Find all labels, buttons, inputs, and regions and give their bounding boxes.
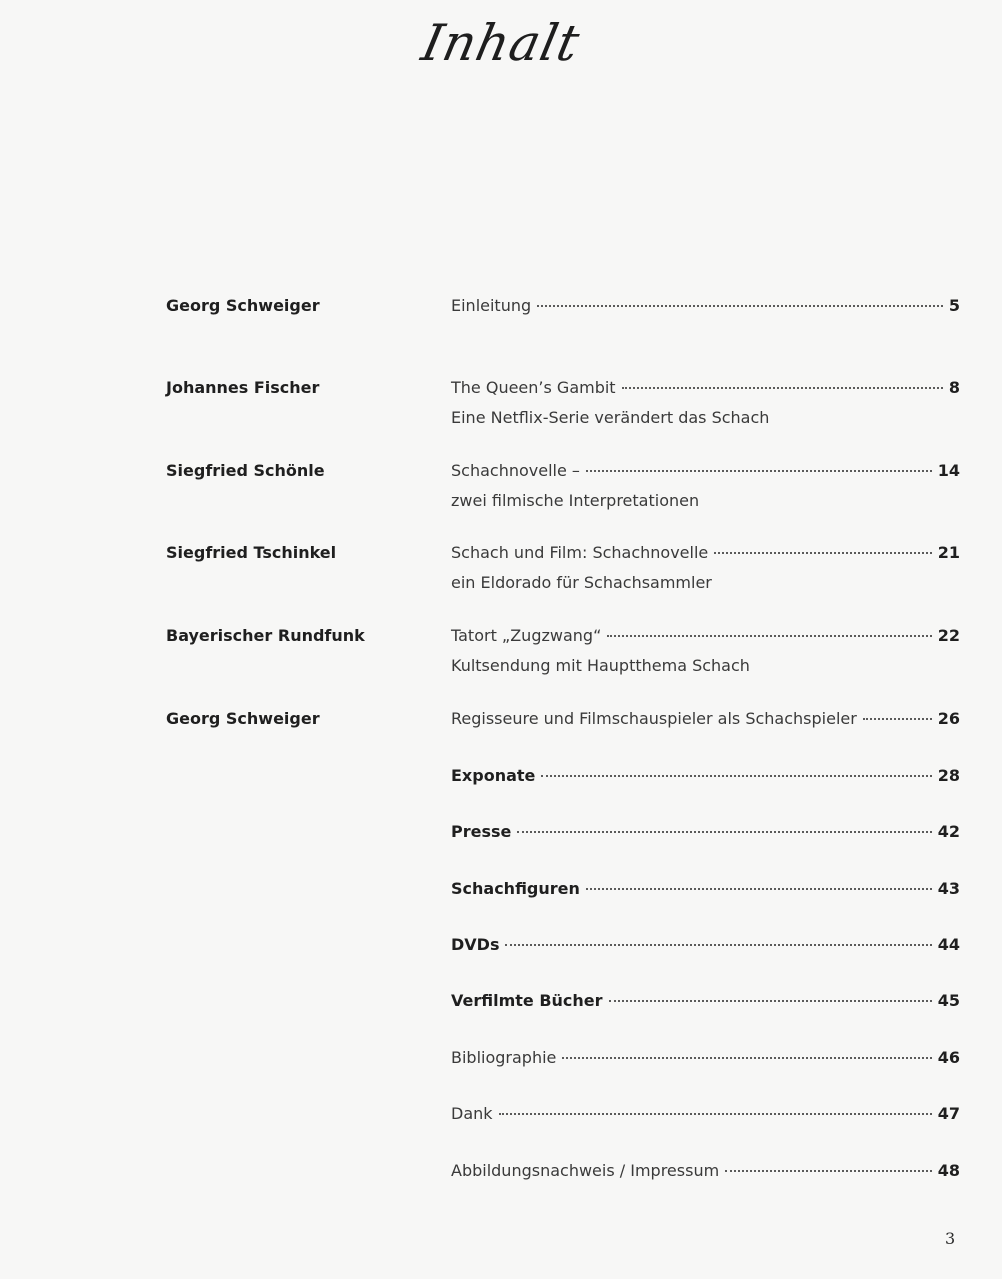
toc-title: The Queen’s Gambit	[451, 378, 616, 397]
toc-title: Einleitung	[451, 296, 532, 315]
toc-page-number: 14	[937, 461, 960, 480]
toc-page-number: 21	[937, 543, 960, 562]
dot-leader	[586, 470, 932, 472]
toc-title: Tatort „Zugzwang“	[451, 626, 602, 645]
toc-section-title: Verfilmte Bücher	[451, 991, 603, 1010]
toc-entry-line	[451, 766, 960, 785]
dot-leader	[714, 552, 931, 554]
toc-page-number: 46	[937, 1048, 960, 1067]
dot-leader	[517, 831, 931, 833]
toc-page-number: 5	[948, 296, 960, 315]
toc-title: Schachnovelle –	[451, 461, 580, 480]
toc-title: Regisseure und Filmschauspieler als Schachspieler	[451, 709, 857, 728]
toc-page-number: 43	[937, 879, 960, 898]
toc-page-number: 45	[937, 991, 960, 1010]
dot-leader	[537, 305, 943, 307]
toc-subtitle: Eine Netflix-Serie verändert das Schach	[451, 408, 770, 427]
dot-leader	[562, 1057, 931, 1059]
toc-author: Georg Schweiger	[166, 296, 320, 315]
toc-entry-line	[451, 1161, 960, 1180]
toc-author: Johannes Fischer	[166, 378, 320, 397]
toc-author: Siegfried Tschinkel	[166, 543, 337, 562]
page-heading: Inhalt	[416, 14, 586, 72]
dot-leader	[622, 387, 943, 389]
toc-entry-line	[451, 378, 960, 397]
toc-page-number: 44	[937, 935, 960, 954]
toc-title: Schach und Film: Schachnovelle	[451, 543, 709, 562]
toc-section-title: Exponate	[451, 766, 536, 785]
toc-page-number: 42	[937, 822, 960, 841]
toc-page-number: 26	[937, 709, 960, 728]
toc-entry-line	[451, 935, 960, 954]
dot-leader	[541, 775, 931, 777]
toc-entry-line	[451, 626, 960, 645]
toc-subtitle: Kultsendung mit Hauptthema Schach	[451, 656, 750, 675]
toc-subtitle: ein Eldorado für Schachsammler	[451, 573, 712, 592]
toc-title: Abbildungsnachweis / Impressum	[451, 1161, 720, 1180]
toc-subtitle: zwei filmische Interpretationen	[451, 491, 700, 510]
toc-entry-line	[451, 991, 960, 1010]
toc-entry-line	[451, 879, 960, 898]
toc-section-title: DVDs	[451, 935, 500, 954]
toc-entry-line	[451, 1104, 960, 1123]
dot-leader	[586, 888, 932, 890]
toc-entry-line	[451, 1048, 960, 1067]
dot-leader	[607, 635, 931, 637]
dot-leader	[505, 944, 931, 946]
toc-entry-line	[451, 822, 960, 841]
page-number: 3	[945, 1229, 956, 1248]
toc-page-number: 47	[937, 1104, 960, 1123]
toc-section-title: Presse	[451, 822, 512, 841]
toc-author: Bayerischer Rundfunk	[166, 626, 365, 645]
toc-page-number: 8	[948, 378, 960, 397]
toc-title: Dank	[451, 1104, 493, 1123]
dot-leader	[725, 1170, 932, 1172]
toc-page-number: 22	[937, 626, 960, 645]
dot-leader	[609, 1000, 932, 1002]
toc-entry-line	[451, 543, 960, 562]
toc-author: Georg Schweiger	[166, 709, 320, 728]
toc-entry-line	[451, 461, 960, 480]
toc-section-title: Schachfiguren	[451, 879, 580, 898]
toc-author: Siegfried Schönle	[166, 461, 325, 480]
toc-title: Bibliographie	[451, 1048, 557, 1067]
dot-leader	[499, 1113, 932, 1115]
toc-page-number: 28	[937, 766, 960, 785]
dot-leader	[863, 718, 932, 720]
toc-page-number: 48	[937, 1161, 960, 1180]
toc-entry-line	[451, 296, 960, 315]
toc-entry-line	[451, 709, 960, 728]
